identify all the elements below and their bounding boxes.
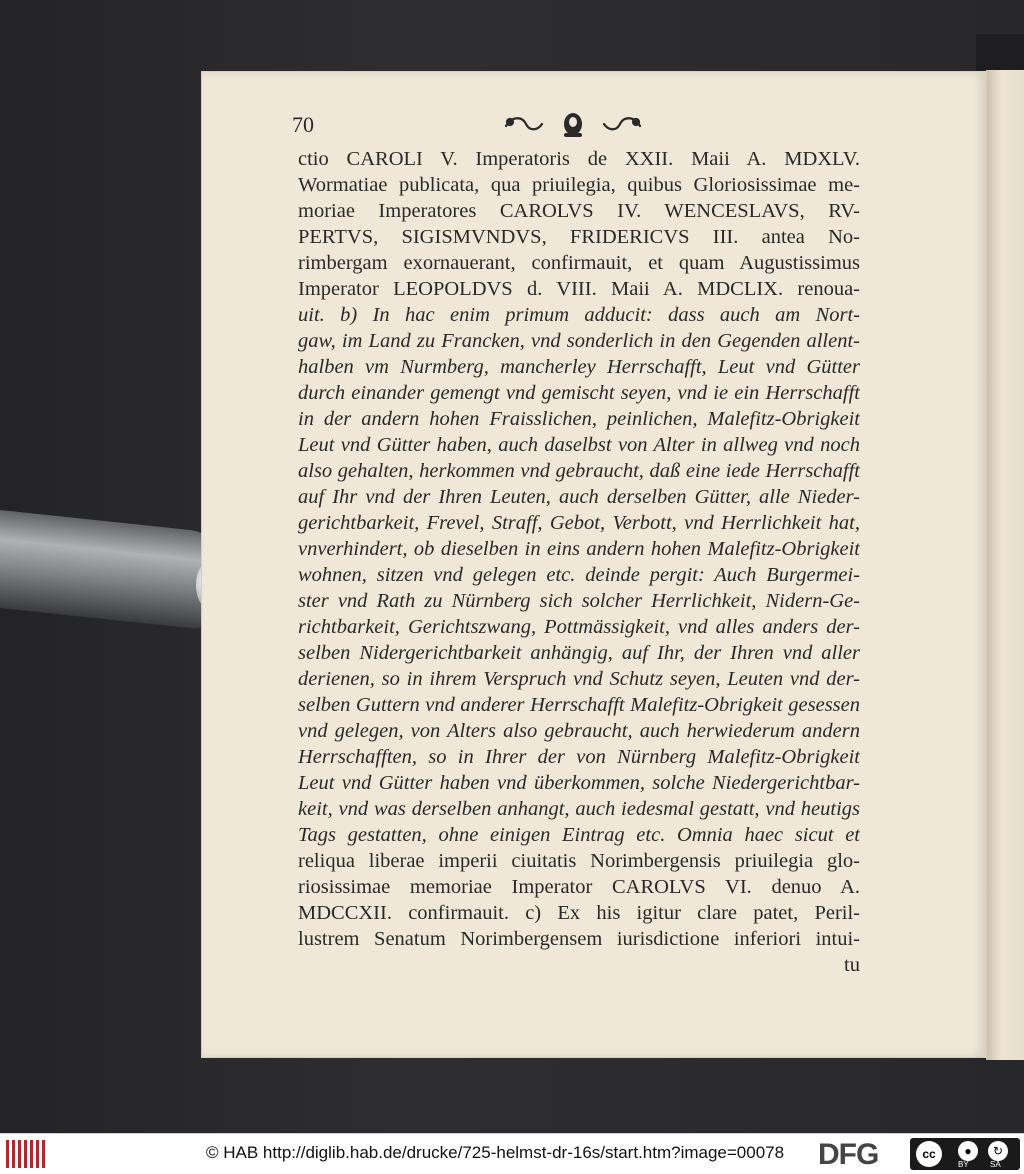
text-line: selben Nidergerichtbarkeit anhängig, auf Ihr, der Ihren vnd aller <box>298 642 860 664</box>
book-edge <box>976 34 1024 74</box>
text-line: in der andern hohen Fraisslichen, peinlichen, Malefitz-Obrigkeit <box>298 408 860 430</box>
text-line: uit. b) In hac enim primum adducit: dass auch am Nort- <box>298 304 860 326</box>
text-line: richtbarkeit, Gerichtszwang, Pottmässigkeit, vnd alles anders der- <box>298 616 860 638</box>
text-line: Herrschafften, so in Ihrer der von Nürnberg Malefitz-Obrigkeit <box>298 746 860 768</box>
creative-commons-icon[interactable] <box>910 1138 1020 1170</box>
text-line: vnd gelegen, von Alters also gebraucht, auch herwiederum andern <box>298 720 860 742</box>
share-alike-icon: ↻ <box>988 1141 1008 1161</box>
text-line: Leut vnd Gütter haben, auch daselbst von Alter in allweg vnd noch <box>298 434 860 456</box>
text-line: halben vm Nurmberg, mancherley Herrschafft, Leut vnd Gütter <box>298 356 860 378</box>
attribution-icon: ● <box>958 1141 978 1161</box>
sa-label: SA <box>990 1160 1001 1169</box>
text-line: ctio CAROLI V. Imperatoris de XXII. Maii A. MDXLV. <box>298 148 860 170</box>
viewer-footer <box>0 1133 1024 1174</box>
facing-page-edge <box>986 70 1024 1060</box>
permalink-credit[interactable]: © HAB http://diglib.hab.de/drucke/725-helmst-dr-16s/start.htm?image=00078 <box>206 1143 785 1162</box>
text-line: rimbergam exornauerant, confirmauit, et quam Augustissimus <box>298 252 860 274</box>
text-line: auf Ihr vnd der Ihren Leuten, auch derselben Gütter, alle Nieder- <box>298 486 860 508</box>
text-line: selben Guttern vnd anderer Herrschafft Malefitz-Obrigkeit gesessen <box>298 694 860 716</box>
dfg-logo[interactable]: DFG <box>818 1138 879 1171</box>
body-text <box>298 146 860 978</box>
text-line: ster vnd Rath zu Nürnberg sich solcher Herrlichkeit, Nidern-Ge- <box>298 590 860 612</box>
text-line: derienen, so in ihrem Verspruch vnd Schutz seyen, Leuten vnd der- <box>298 668 860 690</box>
text-line: also gehalten, herkommen vnd gebraucht, daß eine iede Herrschafft <box>298 460 860 482</box>
by-label: BY <box>958 1160 969 1169</box>
floral-ornament-icon <box>498 108 648 140</box>
text-line: gerichtbarkeit, Frevel, Straff, Gebot, Verbott, vnd Herrlichkeit hat, <box>298 512 860 534</box>
text-line: vnverhindert, ob dieselben in eins andern hohen Malefitz-Obrigkeit <box>298 538 860 560</box>
text-line: PERTVS, SIGISMVNDVS, FRIDERICVS III. antea No- <box>298 226 860 248</box>
text-line: Imperator LEOPOLDVS d. VIII. Maii A. MDCLIX. renoua- <box>298 278 860 300</box>
page-number: 70 <box>292 112 314 137</box>
text-line: wohnen, sitzen vnd gelegen etc. deinde pergit: Auch Burgermei- <box>298 564 860 586</box>
text-line: riosissimae memoriae Imperator CAROLVS VI. denuo A. <box>298 876 860 898</box>
text-line: Tags gestatten, ohne einigen Eintrag etc. Omnia haec sicut et <box>298 824 860 846</box>
text-line: reliqua liberae imperii ciuitatis Norimbergensis priuilegia glo- <box>298 850 860 872</box>
text-line: gaw, im Land zu Francken, vnd sonderlich in den Gegenden allent- <box>298 330 860 352</box>
text-line: tu <box>844 954 860 976</box>
text-line: moriae Imperatores CAROLVS IV. WENCESLAVS, RV- <box>298 200 860 222</box>
text-line: durch einander gemengt vnd gemischt seyen, vnd ie ein Herrschafft <box>298 382 860 404</box>
cc-symbol: cc <box>916 1141 942 1167</box>
text-line: Wormatiae publicata, qua priuilegia, quibus Gloriosissimae me- <box>298 174 860 196</box>
text-line: keit, vnd was derselben anhangt, auch iedesmal gestatt, vnd heutigs <box>298 798 860 820</box>
hab-barcode-logo-icon[interactable] <box>6 1140 46 1168</box>
text-line: lustrem Senatum Norimbergensem iurisdictione inferiori intui- <box>298 928 860 950</box>
text-line: MDCCXII. confirmauit. c) Ex his igitur clare patet, Peril- <box>298 902 860 924</box>
text-line: Leut vnd Gütter haben vnd überkommen, solche Niedergerichtbar- <box>298 772 860 794</box>
